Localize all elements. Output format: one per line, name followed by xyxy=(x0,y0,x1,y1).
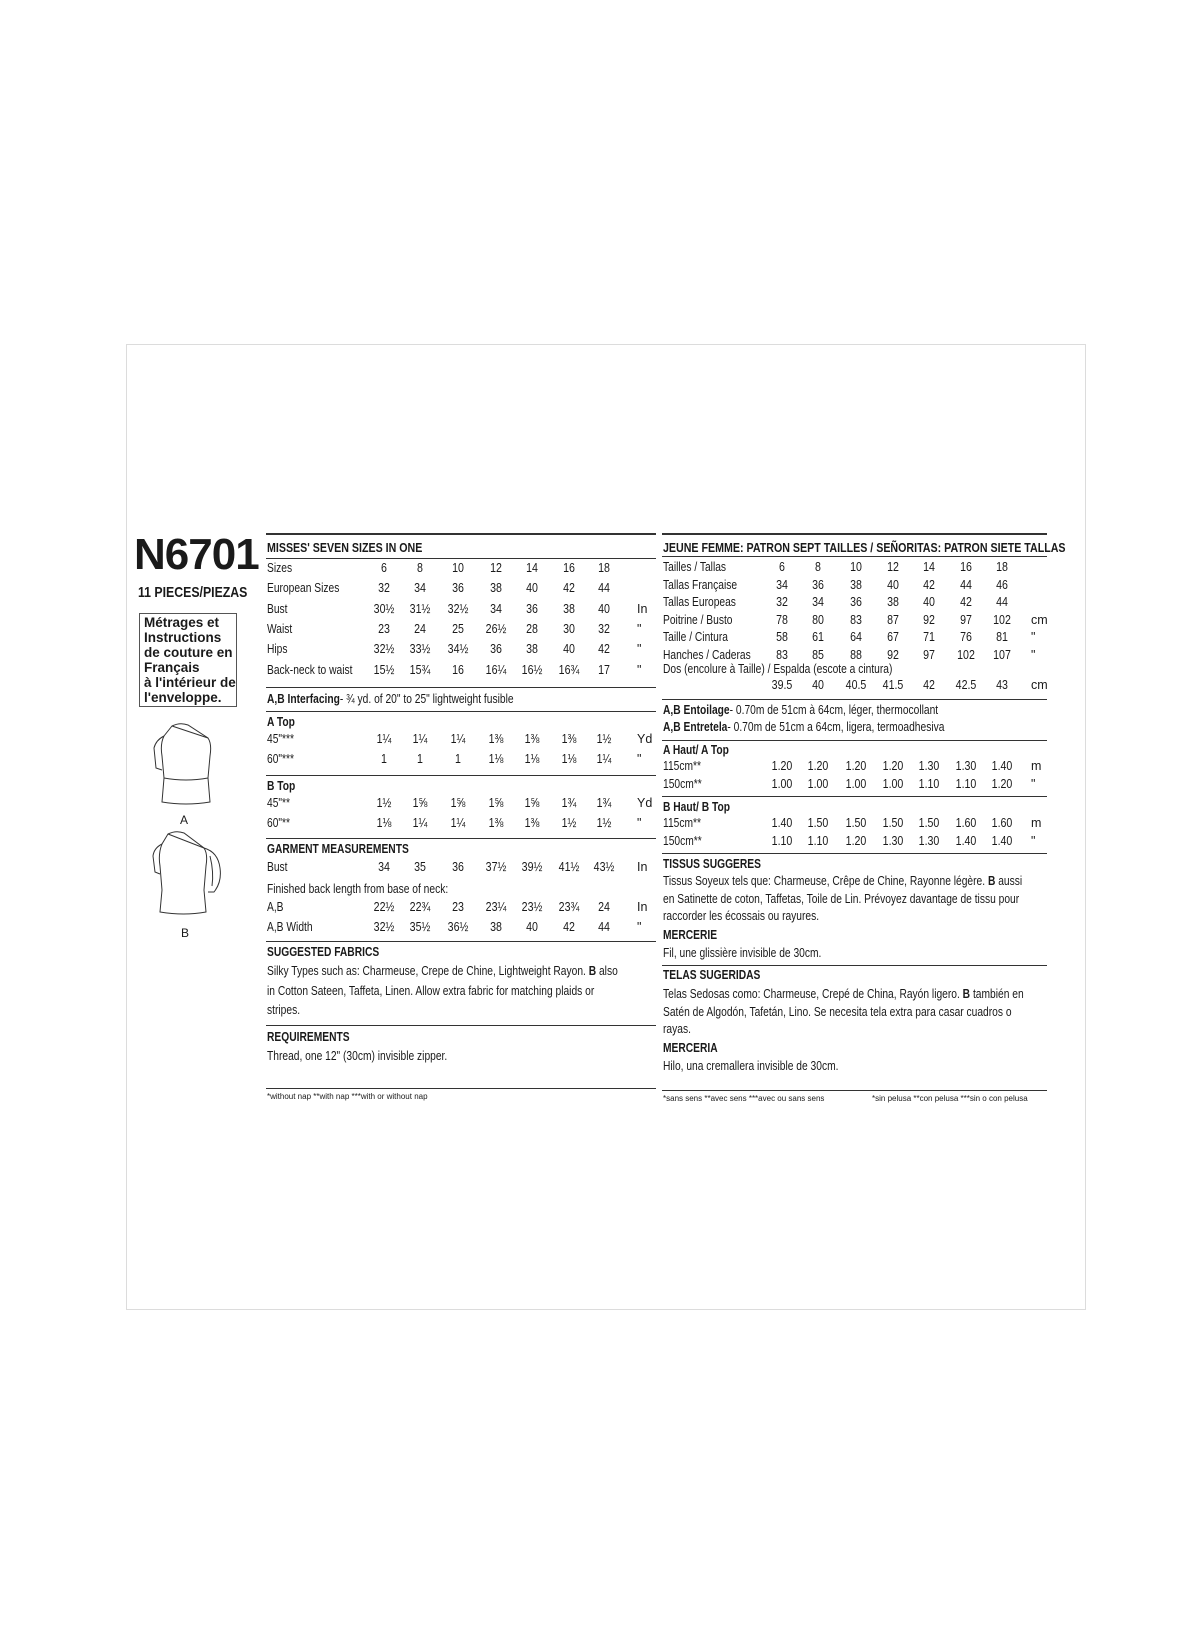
unit-label: " xyxy=(1031,777,1036,791)
cell-value: 1.30 xyxy=(918,759,940,773)
cell-value: 6 xyxy=(381,561,387,575)
table-row xyxy=(0,560,1200,579)
back-length-label: Finished back length from base of neck: xyxy=(267,882,449,896)
cell-value: 44 xyxy=(598,919,610,934)
row-label: Tallas Europeas xyxy=(663,595,736,609)
cell-value: 1.10 xyxy=(918,777,940,791)
cell-value: 40 xyxy=(923,595,935,609)
table-row xyxy=(0,678,1200,697)
merceria-heading: MERCERIA xyxy=(663,1041,718,1055)
divider xyxy=(266,1025,656,1026)
cell-value: 39.5 xyxy=(771,678,793,692)
paragraph-line: Silky Types such as: Charmeuse, Crepe de Chine, Lightweight Rayon. B also xyxy=(267,964,618,978)
row-label: Waist xyxy=(267,621,293,636)
cell-value: 40 xyxy=(598,601,610,616)
cell-value: 1.10 xyxy=(807,834,829,848)
view-a-label: A xyxy=(180,813,189,827)
entoilage-label: A,B Entoilage xyxy=(663,703,730,717)
row-label: 60"*** xyxy=(267,752,295,766)
cell-value: 38 xyxy=(850,577,862,592)
cell-value: 1.20 xyxy=(807,759,829,773)
cell-value: 1.50 xyxy=(845,816,867,830)
unit-label: Yd xyxy=(637,796,653,810)
cell-value: 42.5 xyxy=(955,678,977,692)
cell-value: 83 xyxy=(850,612,862,627)
row-label: Bust xyxy=(267,860,288,874)
divider xyxy=(266,533,656,535)
cell-value: 38 xyxy=(490,581,502,596)
cell-value: 40.5 xyxy=(845,678,867,692)
cell-value: 1⅛ xyxy=(488,752,504,766)
cell-value: 1.10 xyxy=(955,777,977,791)
unit-label: " xyxy=(637,816,642,830)
cell-value: 1½ xyxy=(376,796,392,810)
unit-label: cm xyxy=(1031,678,1048,692)
paragraph-line: stripes. xyxy=(267,1003,301,1017)
cell-value: 6 xyxy=(779,560,785,574)
cell-value: 1.30 xyxy=(882,834,904,848)
cell-value: 35 xyxy=(414,860,426,874)
table-row xyxy=(0,630,1200,649)
cell-value: 1⅛ xyxy=(524,752,540,766)
a-top-heading: A Top xyxy=(267,715,295,729)
cell-value: 1⅛ xyxy=(561,752,577,766)
cell-value: 14 xyxy=(526,561,538,575)
cell-value: 1½ xyxy=(596,732,612,746)
cell-value: 1.40 xyxy=(771,816,793,830)
paragraph-line: en Satinette de coton, Taffetas, Toile de Lin. Prévoyez davantage de tissu pour xyxy=(663,891,1020,906)
cell-value: 23½ xyxy=(521,900,543,914)
cell-value: 71 xyxy=(923,630,935,644)
cell-value: 22¾ xyxy=(409,900,431,914)
table-row xyxy=(0,759,1200,778)
cell-value: 36 xyxy=(812,577,824,592)
cell-value: 16½ xyxy=(521,662,543,677)
row-label: 150cm** xyxy=(663,834,702,848)
divider xyxy=(662,853,1047,854)
cell-value: 1.50 xyxy=(882,816,904,830)
row-label: 60"** xyxy=(267,816,291,830)
view-b-label: B xyxy=(181,926,190,940)
unit-label: m xyxy=(1031,759,1042,773)
french-box-line: Métrages et xyxy=(144,615,220,630)
cell-value: 1.00 xyxy=(845,777,867,791)
cell-value: 1⅜ xyxy=(524,732,540,746)
table-row xyxy=(0,595,1200,614)
cell-value: 1.20 xyxy=(882,759,904,773)
cell-value: 34 xyxy=(378,860,390,874)
unit-label: " xyxy=(637,621,642,636)
cell-value: 102 xyxy=(993,612,1011,627)
cell-value: 18 xyxy=(996,560,1008,574)
cell-value: 67 xyxy=(887,630,899,644)
divider xyxy=(662,1090,1047,1091)
cell-value: 16 xyxy=(563,561,575,575)
cell-value: 61 xyxy=(812,630,824,644)
cell-value: 34½ xyxy=(447,642,469,657)
cell-value: 31½ xyxy=(409,601,431,616)
cell-value: 78 xyxy=(776,612,788,627)
cell-value: 1 xyxy=(417,752,423,766)
cell-value: 17 xyxy=(598,662,610,677)
cell-value: 40 xyxy=(887,577,899,592)
interfacing-label: A,B Interfacing xyxy=(267,692,340,706)
cell-value: 38 xyxy=(490,919,502,934)
paragraph-line: raccorder les écossais ou rayures. xyxy=(663,909,820,923)
cell-value: 1¾ xyxy=(561,796,577,810)
entretela-line xyxy=(663,718,1006,737)
unit-label: " xyxy=(1031,834,1036,848)
cell-value: 41½ xyxy=(558,860,580,874)
cell-value: 38 xyxy=(887,595,899,609)
row-label: 150cm** xyxy=(663,777,702,791)
tissus-heading: TISSUS SUGGERES xyxy=(663,857,761,871)
row-label: Poitrine / Busto xyxy=(663,612,733,627)
cell-value: 1⅜ xyxy=(488,816,504,830)
table-row xyxy=(0,920,1200,939)
divider xyxy=(662,533,1047,535)
cell-value: 44 xyxy=(996,595,1008,609)
unit-label: " xyxy=(637,752,642,766)
french-box-line: à l'intérieur de xyxy=(144,675,236,690)
cell-value: 1.30 xyxy=(918,834,940,848)
cell-value: 76 xyxy=(960,630,972,644)
cell-value: 88 xyxy=(850,647,862,662)
cell-value: 36½ xyxy=(447,919,469,934)
cell-value: 80 xyxy=(812,612,824,627)
a-haut-heading: A Haut/ A Top xyxy=(663,743,729,757)
french-box-line: de couture en xyxy=(144,645,233,660)
row-label: 45"*** xyxy=(267,732,295,746)
cell-value: 107 xyxy=(993,647,1011,662)
row-label: European Sizes xyxy=(267,581,340,596)
cell-value: 36 xyxy=(850,595,862,609)
cell-value: 1.60 xyxy=(991,816,1013,830)
cell-value: 1¼ xyxy=(450,732,466,746)
cell-value: 40 xyxy=(563,642,575,657)
row-label: Sizes xyxy=(267,561,293,575)
cell-value: 1.20 xyxy=(845,834,867,848)
cell-value: 1.00 xyxy=(882,777,904,791)
unit-label: cm xyxy=(1031,612,1048,627)
cell-value: 36 xyxy=(452,860,464,874)
cell-value: 1⅝ xyxy=(488,796,504,810)
cell-value: 32½ xyxy=(447,601,469,616)
unit-label: " xyxy=(637,662,642,677)
cell-value: 1.40 xyxy=(955,834,977,848)
cell-value: 1½ xyxy=(561,816,577,830)
row-label: A,B xyxy=(267,900,284,914)
b-haut-heading: B Haut/ B Top xyxy=(663,800,730,814)
cell-value: 32½ xyxy=(373,642,395,657)
cell-value: 42 xyxy=(923,678,935,692)
telas-heading: TELAS SUGERIDAS xyxy=(663,968,761,982)
unit-label: " xyxy=(1031,630,1036,644)
cell-value: 40 xyxy=(526,919,538,934)
cell-value: 23 xyxy=(452,900,464,914)
cell-value: 24 xyxy=(414,621,426,636)
row-label: Tallas Française xyxy=(663,577,738,592)
cell-value: 1¼ xyxy=(412,816,428,830)
cell-value: 33½ xyxy=(409,642,431,657)
unit-label: Yd xyxy=(637,732,653,746)
row-label: 115cm** xyxy=(663,816,701,830)
cell-value: 44 xyxy=(960,577,972,592)
cell-value: 83 xyxy=(776,647,788,662)
mercerie-text: Fil, une glissière invisible de 30cm. xyxy=(663,946,822,960)
cell-value: 1.60 xyxy=(955,816,977,830)
cell-value: 38 xyxy=(526,642,538,657)
divider xyxy=(266,1088,656,1089)
entretela-text: - 0.70m de 51cm a 64cm, ligera, termoadhesiva xyxy=(727,720,945,734)
paragraph-line: in Cotton Sateen, Taffeta, Linen. Allow extra fabric for matching plaids or xyxy=(267,983,595,998)
cell-value: 16 xyxy=(960,560,972,574)
divider xyxy=(662,699,1047,700)
cell-value: 1.40 xyxy=(991,834,1013,848)
cell-value: 12 xyxy=(490,561,502,575)
divider xyxy=(266,711,656,712)
cell-value: 92 xyxy=(887,647,899,662)
cell-value: 58 xyxy=(776,630,788,644)
cell-value: 1⅜ xyxy=(561,732,577,746)
cell-value: 92 xyxy=(923,612,935,627)
cell-value: 32½ xyxy=(373,919,395,934)
cell-value: 34 xyxy=(812,595,824,609)
table-row xyxy=(0,796,1200,815)
cell-value: 42 xyxy=(960,595,972,609)
pattern-number: N6701 xyxy=(134,530,259,579)
row-label: Hanches / Caderas xyxy=(663,647,751,662)
row-label: Back-neck to waist xyxy=(267,662,353,677)
garment-measurements-heading: GARMENT MEASUREMENTS xyxy=(267,842,409,856)
cell-value: 36 xyxy=(452,581,464,596)
interfacing-text: - ¾ yd. of 20" to 25" lightweight fusible xyxy=(339,692,514,706)
row-label: Bust xyxy=(267,601,288,616)
cell-value: 16 xyxy=(452,662,464,677)
cell-value: 42 xyxy=(563,919,575,934)
cell-value: 1¾ xyxy=(596,796,612,810)
cell-value: 1⅝ xyxy=(524,796,540,810)
cell-value: 1.00 xyxy=(771,777,793,791)
cell-value: 24 xyxy=(598,900,610,914)
unit-label: " xyxy=(1031,647,1036,662)
pieces-text: 11 PIECES/PIEZAS xyxy=(138,584,248,601)
unit-label: m xyxy=(1031,816,1042,830)
cell-value: 42 xyxy=(598,642,610,657)
cell-value: 40 xyxy=(526,581,538,596)
cell-value: 64 xyxy=(850,630,862,644)
cell-value: 18 xyxy=(598,561,610,575)
cell-value: 15¾ xyxy=(409,662,431,677)
cell-value: 87 xyxy=(887,612,899,627)
cell-value: 85 xyxy=(812,647,824,662)
b-top-heading: B Top xyxy=(267,779,296,793)
cell-value: 16¼ xyxy=(485,662,507,677)
row-label: Hips xyxy=(267,642,288,657)
cell-value: 97 xyxy=(960,612,972,627)
cell-value: 10 xyxy=(850,560,862,574)
cell-value: 1.00 xyxy=(807,777,829,791)
french-spanish-sizes-heading: JEUNE FEMME: PATRON SEPT TAILLES / SEÑORITAS: PATRON SIETE TALLAS xyxy=(663,540,1066,555)
unit-label: In xyxy=(637,601,648,616)
cell-value: 1.10 xyxy=(771,834,793,848)
row-label: A,B Width xyxy=(267,919,313,934)
merceria-text: Hilo, una cremallera invisible de 30cm. xyxy=(663,1059,839,1073)
unit-label: " xyxy=(637,642,642,657)
cell-value: 1⅛ xyxy=(376,816,392,830)
cell-value: 10 xyxy=(452,561,464,575)
suggested-fabrics-heading: SUGGESTED FABRICS xyxy=(267,945,380,959)
cell-value: 102 xyxy=(957,647,975,662)
table-row xyxy=(0,578,1200,597)
row-label: 45"** xyxy=(267,796,291,810)
entoilage-text: - 0.70m de 51cm à 64cm, léger, thermocollant xyxy=(729,703,939,717)
dos-label: Dos (encolure à Taille) / Espalda (escote a cintura) xyxy=(663,662,893,676)
cell-value: 1.20 xyxy=(845,759,867,773)
cell-value: 39½ xyxy=(521,860,543,874)
cell-value: 46 xyxy=(996,577,1008,592)
cell-value: 1¼ xyxy=(376,732,392,746)
cell-value: 1 xyxy=(455,752,461,766)
cell-value: 23 xyxy=(378,621,390,636)
cell-value: 81 xyxy=(996,630,1008,644)
row-label: 115cm** xyxy=(663,759,701,773)
cell-value: 30 xyxy=(563,621,575,636)
cell-value: 32 xyxy=(378,581,390,596)
requirements-heading: REQUIREMENTS xyxy=(267,1030,350,1044)
divider xyxy=(266,941,656,942)
cell-value: 1.30 xyxy=(955,759,977,773)
cell-value: 1.50 xyxy=(807,816,829,830)
cell-value: 42 xyxy=(563,581,575,596)
table-row xyxy=(0,834,1200,853)
cell-value: 43 xyxy=(996,678,1008,692)
paragraph-line: Telas Sedosas como: Charmeuse, Crepé de China, Rayón ligero. B también en xyxy=(663,987,1024,1001)
table-row xyxy=(0,777,1200,796)
misses-sizes-heading: MISSES' SEVEN SIZES IN ONE xyxy=(267,540,423,555)
cell-value: 23¼ xyxy=(485,900,507,914)
french-box-line: l'enveloppe. xyxy=(144,690,222,705)
cell-value: 34 xyxy=(414,581,426,596)
unit-label: " xyxy=(637,919,642,934)
table-row xyxy=(0,816,1200,835)
cell-value: 23¾ xyxy=(558,900,580,914)
cell-value: 1¼ xyxy=(412,732,428,746)
french-box-line: Instructions xyxy=(144,630,222,645)
paragraph-line: Satén de Algodón, Tafetán, Lino. Se necesita tela extra para casar cuadros o xyxy=(663,1004,1012,1019)
cell-value: 26½ xyxy=(485,621,507,636)
row-label: Tailles / Tallas xyxy=(663,560,727,574)
cell-value: 34 xyxy=(490,601,502,616)
cell-value: 32 xyxy=(598,621,610,636)
cell-value: 32 xyxy=(776,595,788,609)
cell-value: 1.20 xyxy=(991,777,1013,791)
cell-value: 30½ xyxy=(373,601,395,616)
cell-value: 36 xyxy=(526,601,538,616)
paragraph-line: rayas. xyxy=(663,1022,691,1036)
cell-value: 8 xyxy=(417,561,423,575)
divider xyxy=(662,796,1047,797)
unit-label: In xyxy=(637,900,648,914)
cell-value: 37½ xyxy=(485,860,507,874)
mercerie-heading: MERCERIE xyxy=(663,928,718,942)
cell-value: 1 xyxy=(381,752,387,766)
cell-value: 12 xyxy=(887,560,899,574)
french-box-line: Français xyxy=(144,660,200,675)
cell-value: 35½ xyxy=(409,919,431,934)
cell-value: 44 xyxy=(598,581,610,596)
cell-value: 97 xyxy=(923,647,935,662)
requirements-text: Thread, one 12" (30cm) invisible zipper. xyxy=(267,1049,448,1063)
cell-value: 1⅝ xyxy=(450,796,466,810)
cell-value: 42 xyxy=(923,577,935,592)
cell-value: 14 xyxy=(923,560,935,574)
divider xyxy=(266,558,656,559)
cell-value: 1.20 xyxy=(771,759,793,773)
cell-value: 1.50 xyxy=(918,816,940,830)
table-row xyxy=(0,732,1200,751)
row-label: Taille / Cintura xyxy=(663,630,728,644)
table-row xyxy=(0,613,1200,632)
unit-label: In xyxy=(637,860,648,874)
cell-value: 1¼ xyxy=(596,752,612,766)
cell-value: 36 xyxy=(490,642,502,657)
left-footnote: *without nap **with nap ***with or without nap xyxy=(267,1092,428,1101)
french-footnote: *sans sens **avec sens ***avec ou sans sens xyxy=(663,1094,825,1103)
cell-value: 1¼ xyxy=(450,816,466,830)
cell-value: 16¾ xyxy=(558,662,580,677)
cell-value: 1.40 xyxy=(991,759,1013,773)
spanish-footnote: *sin pelusa **con pelusa ***sin o con pelusa xyxy=(872,1094,1028,1103)
cell-value: 38 xyxy=(563,601,575,616)
cell-value: 43½ xyxy=(593,860,615,874)
cell-value: 28 xyxy=(526,621,538,636)
cell-value: 1⅜ xyxy=(524,816,540,830)
paragraph-line: Tissus Soyeux tels que: Charmeuse, Crêpe de Chine, Rayonne légère. B aussi xyxy=(663,874,1023,888)
cell-value: 1⅝ xyxy=(412,796,428,810)
cell-value: 22½ xyxy=(373,900,395,914)
cell-value: 40 xyxy=(812,678,824,692)
table-row xyxy=(0,648,1200,667)
cell-value: 34 xyxy=(776,577,788,592)
cell-value: 41.5 xyxy=(882,678,904,692)
cell-value: 1⅜ xyxy=(488,732,504,746)
entretela-label: A,B Entretela xyxy=(663,720,728,734)
cell-value: 1½ xyxy=(596,816,612,830)
cell-value: 25 xyxy=(452,621,464,636)
cell-value: 15½ xyxy=(373,662,395,677)
divider xyxy=(662,556,1047,557)
cell-value: 8 xyxy=(815,560,821,574)
